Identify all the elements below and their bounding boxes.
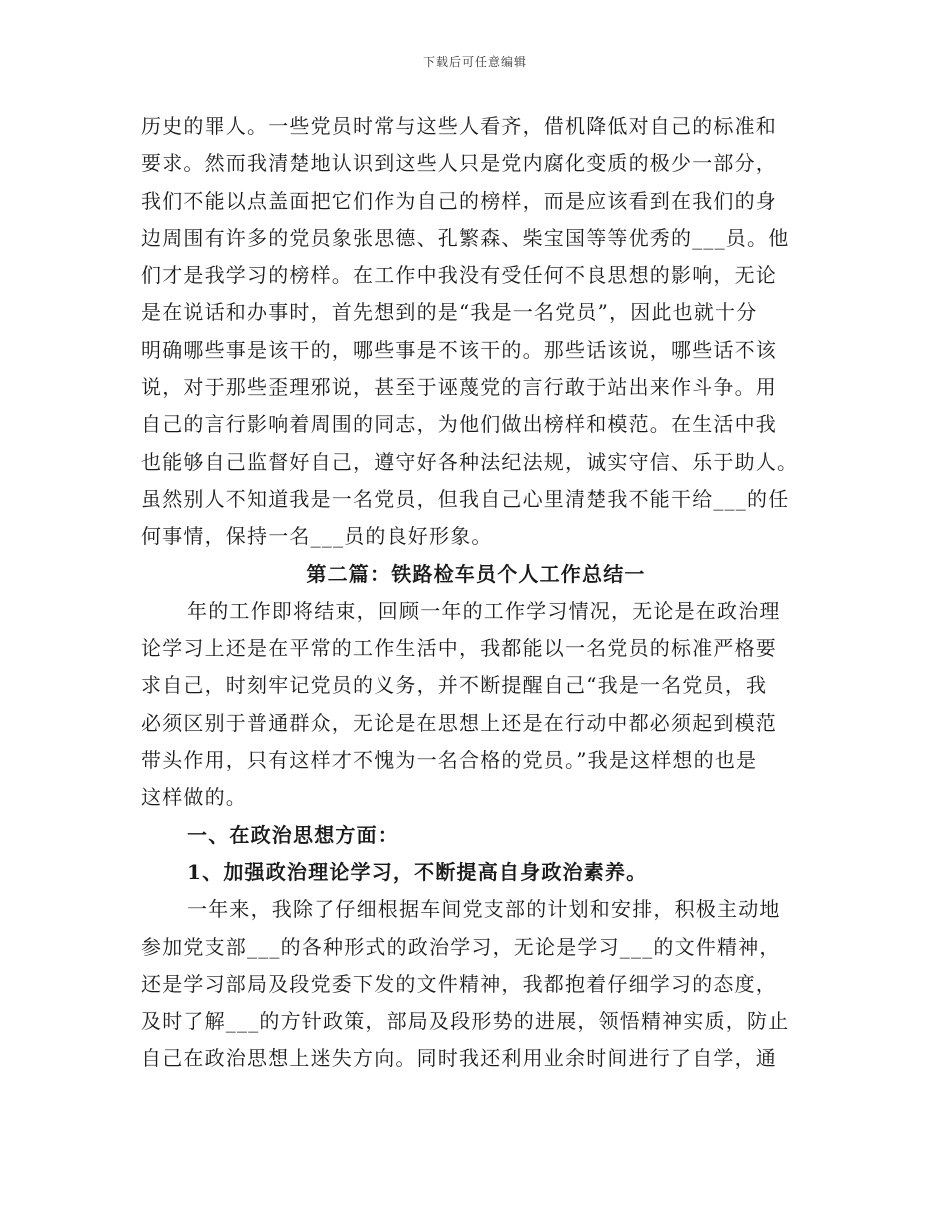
body-line: 及时了解___的方针政策，部局及段形势的进展，领悟精神实质，防止 [141, 1009, 790, 1034]
body-line: 必须区别于普通群众，无论是在思想上还是在行动中都必须起到模范 [141, 710, 777, 735]
body-line: 带头作用，只有这样才不愧为一名合格的党员。”我是这样想的也是 [141, 748, 758, 773]
body-line: 明确哪些事是该干的，哪些事是不该干的。那些话该说，哪些话不该 [141, 337, 777, 362]
body-line: 历史的罪人。一些党员时常与这些人看齐，借机降低对自己的标准和 [141, 114, 777, 138]
body-line: 何事情，保持一名___员的良好形象。 [141, 524, 493, 549]
body-line: 说，对于那些歪理邪说，甚至于诬蔑党的言行敢于站出来作斗争。用 [141, 375, 777, 400]
subsection-heading: 一、在政治思想方面： [187, 822, 399, 847]
document-body [141, 108, 811, 1078]
body-line: 还是学习部局及段党委下发的文件精神，我都抱着仔细学习的态度， [141, 971, 777, 996]
body-line: 也能够自己监督好自己，遵守好各种法纪法规，诚实守信、乐于助人。 [141, 449, 799, 474]
body-line: 边周围有许多的党员象张思德、孔繁森、柴宝国等等优秀的___员。他 [141, 225, 790, 250]
body-line: 这样做的。 [141, 785, 247, 810]
header-note: 下载后可任意编辑 [422, 55, 527, 69]
body-line: 参加党支部___的各种形式的政治学习，无论是学习___的文件精神， [141, 934, 781, 959]
body-line: 虽然别人不知道我是一名党员，但我自己心里清楚我不能干给___的任 [141, 486, 790, 511]
body-line: 们才是我学习的榜样。在工作中我没有受任何不良思想的影响，无论 [141, 263, 777, 288]
body-line: 一年来，我除了仔细根据车间党支部的计划和安排，积极主动地 [187, 897, 781, 922]
body-line: 年的工作即将结束，回顾一年的工作学习情况，无论是在政治理 [187, 598, 781, 623]
body-line: 是在说话和办事时，首先想到的是“我是一名党员”，因此也就十分 [141, 300, 758, 325]
subsection-subheading: 1、加强政治理论学习，不断提高自身政治素养。 [187, 859, 648, 884]
body-line: 自己的言行影响着周围的同志，为他们做出榜样和模范。在生活中我 [141, 412, 777, 437]
body-line: 我们不能以点盖面把它们作为自己的榜样，而是应该看到在我们的身 [141, 188, 777, 213]
section-title: 第二篇：铁路检车员个人工作总结一 [306, 561, 646, 586]
body-line: 要求。然而我清楚地认识到这些人只是党内腐化变质的极少一部分， [141, 151, 777, 176]
body-line: 自己在政治思想上迷失方向。同时我还利用业余时间进行了自学，通 [141, 1046, 777, 1071]
body-line: 论学习上还是在平常的工作生活中，我都能以一名党员的标准严格要 [141, 636, 777, 661]
body-line: 求自己，时刻牢记党员的义务，并不断提醒自己“我是一名党员，我 [141, 673, 768, 698]
